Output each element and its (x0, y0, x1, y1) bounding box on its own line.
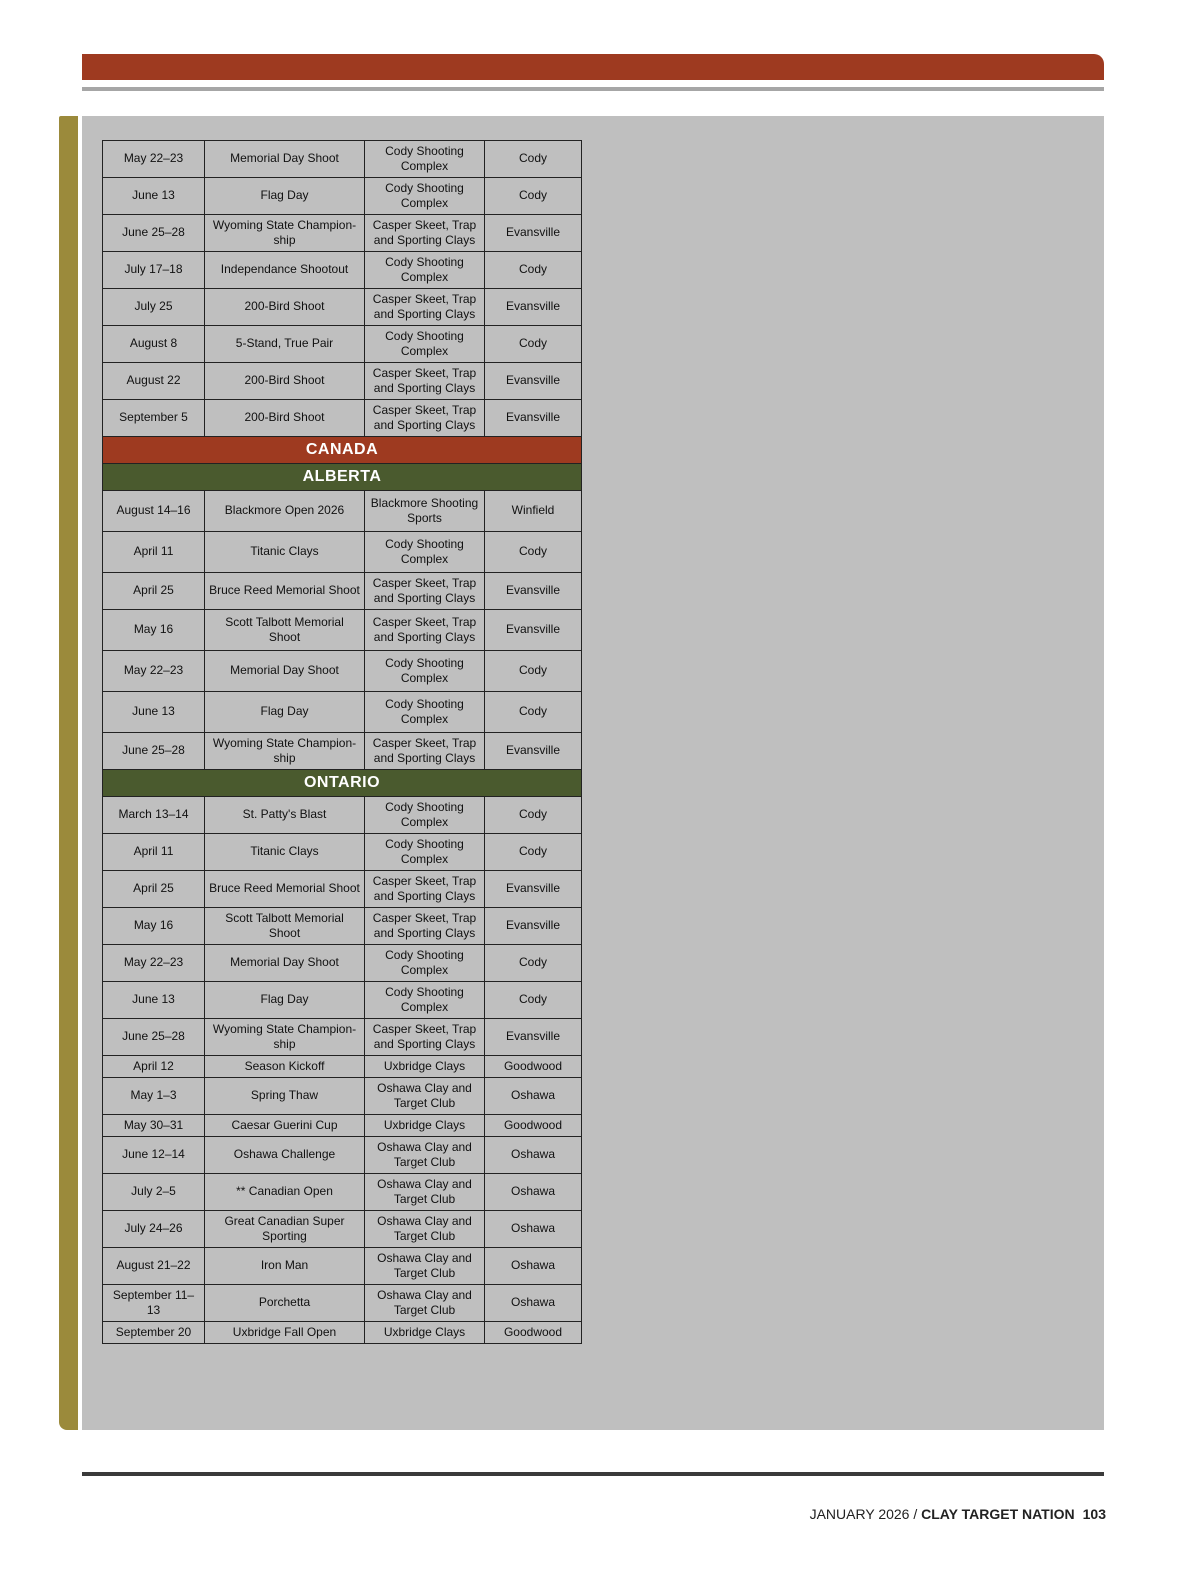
event-name-cell: Titanic Clays (205, 834, 365, 871)
event-date-cell: April 12 (103, 1056, 205, 1078)
table-row (103, 610, 582, 651)
event-name-cell: Flag Day (205, 692, 365, 733)
event-venue-cell: Cody Shooting Complex (365, 252, 485, 289)
table-row (103, 141, 582, 178)
event-name-cell: Wyoming State Champion-ship (205, 733, 365, 770)
header-accent-bar (82, 54, 1104, 80)
event-venue-cell: Oshawa Clay and Target Club (365, 1248, 485, 1285)
event-city-cell: Goodwood (485, 1115, 582, 1137)
event-name-cell: 200-Bird Shoot (205, 400, 365, 437)
event-date-cell: September 11–13 (103, 1285, 205, 1322)
event-city-cell: Oshawa (485, 1211, 582, 1248)
event-venue-cell: Cody Shooting Complex (365, 692, 485, 733)
event-venue-cell: Oshawa Clay and Target Club (365, 1211, 485, 1248)
event-name-cell: Scott Talbott Memorial Shoot (205, 908, 365, 945)
event-venue-cell: Casper Skeet, Trap and Sporting Clays (365, 1019, 485, 1056)
event-venue-cell: Casper Skeet, Trap and Sporting Clays (365, 215, 485, 252)
event-venue-cell: Casper Skeet, Trap and Sporting Clays (365, 363, 485, 400)
event-date-cell: June 13 (103, 982, 205, 1019)
event-name-cell: Iron Man (205, 1248, 365, 1285)
event-date-cell: July 2–5 (103, 1174, 205, 1211)
event-city-cell: Evansville (485, 1019, 582, 1056)
event-city-cell: Oshawa (485, 1174, 582, 1211)
event-date-cell: April 11 (103, 834, 205, 871)
table-row (103, 692, 582, 733)
event-date-cell: June 25–28 (103, 1019, 205, 1056)
event-venue-cell: Cody Shooting Complex (365, 834, 485, 871)
event-venue-cell: Cody Shooting Complex (365, 141, 485, 178)
event-city-cell: Winfield (485, 491, 582, 532)
event-name-cell: 5-Stand, True Pair (205, 326, 365, 363)
event-venue-cell: Uxbridge Clays (365, 1115, 485, 1137)
table-row (103, 871, 582, 908)
event-city-cell: Evansville (485, 908, 582, 945)
table-row (103, 1211, 582, 1248)
event-venue-cell: Casper Skeet, Trap and Sporting Clays (365, 871, 485, 908)
event-city-cell: Evansville (485, 610, 582, 651)
event-venue-cell: Cody Shooting Complex (365, 982, 485, 1019)
table-row (103, 400, 582, 437)
event-city-cell: Cody (485, 945, 582, 982)
table-row (103, 1174, 582, 1211)
event-venue-cell: Casper Skeet, Trap and Sporting Clays (365, 908, 485, 945)
event-city-cell: Goodwood (485, 1322, 582, 1344)
table-row (103, 215, 582, 252)
event-city-cell: Evansville (485, 573, 582, 610)
event-name-cell: Wyoming State Champion-ship (205, 215, 365, 252)
event-city-cell: Cody (485, 982, 582, 1019)
event-venue-cell: Uxbridge Clays (365, 1322, 485, 1344)
footer-rule (82, 1472, 1104, 1476)
event-date-cell: August 21–22 (103, 1248, 205, 1285)
table-row (103, 363, 582, 400)
event-venue-cell: Cody Shooting Complex (365, 945, 485, 982)
event-date-cell: August 14–16 (103, 491, 205, 532)
event-city-cell: Oshawa (485, 1285, 582, 1322)
event-city-cell: Oshawa (485, 1137, 582, 1174)
event-venue-cell: Cody Shooting Complex (365, 326, 485, 363)
event-city-cell: Cody (485, 532, 582, 573)
table-row (103, 573, 582, 610)
event-date-cell: July 25 (103, 289, 205, 326)
country-header-row (103, 437, 582, 464)
event-city-cell: Cody (485, 651, 582, 692)
event-date-cell: July 17–18 (103, 252, 205, 289)
table-row (103, 1056, 582, 1078)
page-footer (810, 1506, 1106, 1522)
event-city-cell: Evansville (485, 363, 582, 400)
event-city-cell: Evansville (485, 400, 582, 437)
event-date-cell: April 25 (103, 871, 205, 908)
event-city-cell: Oshawa (485, 1248, 582, 1285)
table-row (103, 491, 582, 532)
event-city-cell: Evansville (485, 871, 582, 908)
event-name-cell: Oshawa Challenge (205, 1137, 365, 1174)
table-row (103, 1115, 582, 1137)
event-city-cell: Cody (485, 252, 582, 289)
event-city-cell: Cody (485, 178, 582, 215)
table-row (103, 178, 582, 215)
event-venue-cell: Casper Skeet, Trap and Sporting Clays (365, 610, 485, 651)
event-date-cell: August 22 (103, 363, 205, 400)
event-venue-cell: Blackmore Shooting Sports (365, 491, 485, 532)
event-venue-cell: Casper Skeet, Trap and Sporting Clays (365, 289, 485, 326)
table-row (103, 289, 582, 326)
event-name-cell: Memorial Day Shoot (205, 651, 365, 692)
event-name-cell: Wyoming State Champion-ship (205, 1019, 365, 1056)
event-venue-cell: Oshawa Clay and Target Club (365, 1174, 485, 1211)
event-date-cell: May 22–23 (103, 945, 205, 982)
table-row (103, 733, 582, 770)
table-row (103, 797, 582, 834)
region-header-row (103, 464, 582, 491)
event-name-cell: Flag Day (205, 178, 365, 215)
event-venue-cell: Oshawa Clay and Target Club (365, 1137, 485, 1174)
event-name-cell: Caesar Guerini Cup (205, 1115, 365, 1137)
table-row (103, 532, 582, 573)
table-row (103, 1137, 582, 1174)
table-row (103, 1322, 582, 1344)
event-name-cell: Flag Day (205, 982, 365, 1019)
event-date-cell: May 22–23 (103, 141, 205, 178)
event-venue-cell: Casper Skeet, Trap and Sporting Clays (365, 733, 485, 770)
event-date-cell: May 16 (103, 610, 205, 651)
event-city-cell: Cody (485, 326, 582, 363)
event-name-cell: Independance Shootout (205, 252, 365, 289)
event-date-cell: April 11 (103, 532, 205, 573)
event-date-cell: June 25–28 (103, 733, 205, 770)
event-name-cell: St. Patty's Blast (205, 797, 365, 834)
event-city-cell: Oshawa (485, 1078, 582, 1115)
page-number: 103 (1082, 1506, 1106, 1522)
event-date-cell: May 1–3 (103, 1078, 205, 1115)
event-date-cell: March 13–14 (103, 797, 205, 834)
event-date-cell: July 24–26 (103, 1211, 205, 1248)
event-city-cell: Cody (485, 141, 582, 178)
event-city-cell: Goodwood (485, 1056, 582, 1078)
table-row (103, 651, 582, 692)
event-venue-cell: Cody Shooting Complex (365, 651, 485, 692)
table-row (103, 945, 582, 982)
event-name-cell: 200-Bird Shoot (205, 289, 365, 326)
table-row (103, 908, 582, 945)
event-name-cell: Bruce Reed Memorial Shoot (205, 573, 365, 610)
event-name-cell: Titanic Clays (205, 532, 365, 573)
event-date-cell: June 13 (103, 692, 205, 733)
event-name-cell: ** Canadian Open (205, 1174, 365, 1211)
table-row (103, 1078, 582, 1115)
event-city-cell: Cody (485, 692, 582, 733)
table-row (103, 1019, 582, 1056)
event-city-cell: Cody (485, 797, 582, 834)
event-name-cell: Bruce Reed Memorial Shoot (205, 871, 365, 908)
sidebar-accent-stripe (59, 116, 78, 1430)
footer-magazine-title: CLAY TARGET NATION (921, 1506, 1075, 1522)
event-venue-cell: Cody Shooting Complex (365, 532, 485, 573)
table-row (103, 1248, 582, 1285)
event-venue-cell: Cody Shooting Complex (365, 797, 485, 834)
table-row (103, 982, 582, 1019)
event-date-cell: June 12–14 (103, 1137, 205, 1174)
event-venue-cell: Cody Shooting Complex (365, 178, 485, 215)
event-date-cell: August 8 (103, 326, 205, 363)
event-date-cell: June 25–28 (103, 215, 205, 252)
table-row (103, 326, 582, 363)
event-name-cell: Memorial Day Shoot (205, 945, 365, 982)
event-name-cell: 200-Bird Shoot (205, 363, 365, 400)
event-date-cell: September 5 (103, 400, 205, 437)
event-date-cell: May 30–31 (103, 1115, 205, 1137)
event-date-cell: May 16 (103, 908, 205, 945)
footer-issue: JANUARY 2026 / (809, 1506, 922, 1522)
region-header: ONTARIO (103, 770, 582, 797)
events-table-body (103, 141, 582, 1344)
table-row (103, 252, 582, 289)
events-table (102, 140, 582, 1344)
region-header-row (103, 770, 582, 797)
event-name-cell: Blackmore Open 2026 (205, 491, 365, 532)
region-header: ALBERTA (103, 464, 582, 491)
table-row (103, 1285, 582, 1322)
event-city-cell: Cody (485, 834, 582, 871)
event-date-cell: April 25 (103, 573, 205, 610)
event-name-cell: Great Canadian Super Sporting (205, 1211, 365, 1248)
event-date-cell: September 20 (103, 1322, 205, 1344)
event-city-cell: Evansville (485, 733, 582, 770)
event-city-cell: Evansville (485, 215, 582, 252)
event-venue-cell: Oshawa Clay and Target Club (365, 1285, 485, 1322)
event-name-cell: Memorial Day Shoot (205, 141, 365, 178)
event-name-cell: Uxbridge Fall Open (205, 1322, 365, 1344)
event-city-cell: Evansville (485, 289, 582, 326)
table-row (103, 834, 582, 871)
country-header: CANADA (103, 437, 582, 464)
event-venue-cell: Casper Skeet, Trap and Sporting Clays (365, 400, 485, 437)
event-venue-cell: Oshawa Clay and Target Club (365, 1078, 485, 1115)
event-name-cell: Porchetta (205, 1285, 365, 1322)
event-date-cell: June 13 (103, 178, 205, 215)
header-rule (82, 87, 1104, 91)
event-venue-cell: Casper Skeet, Trap and Sporting Clays (365, 573, 485, 610)
event-name-cell: Spring Thaw (205, 1078, 365, 1115)
event-date-cell: May 22–23 (103, 651, 205, 692)
event-venue-cell: Uxbridge Clays (365, 1056, 485, 1078)
event-name-cell: Season Kickoff (205, 1056, 365, 1078)
event-name-cell: Scott Talbott Memorial Shoot (205, 610, 365, 651)
